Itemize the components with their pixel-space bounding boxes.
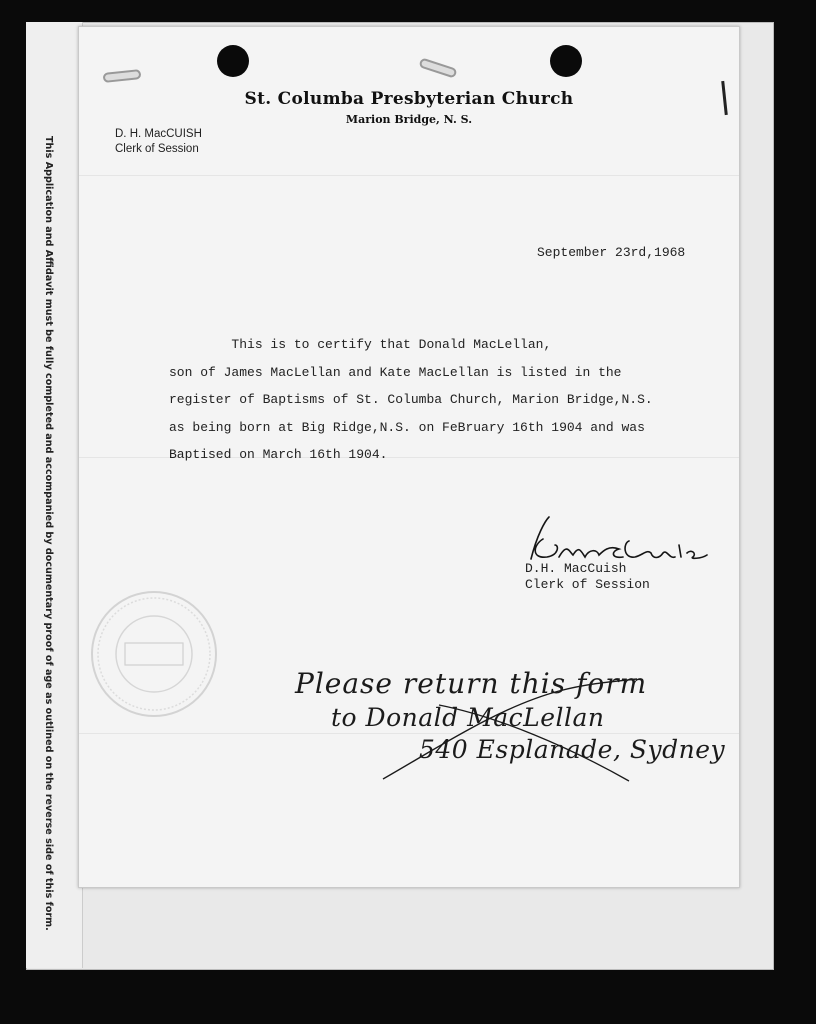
letter-line: Baptised on March 16th 1904. <box>169 447 388 462</box>
letterhead-clerk <box>115 127 202 157</box>
signer-title: Clerk of Session <box>525 577 650 592</box>
church-name: St. Columba Presbyterian Church <box>244 89 574 109</box>
signer-name: D.H. MacCuish <box>525 561 627 576</box>
signer-block <box>525 561 650 593</box>
letterhead-clerk-title: Clerk of Session <box>115 143 199 155</box>
letter-line: This is to certify that Donald MacLellan, <box>169 337 552 352</box>
letterhead-clerk-name: D. H. MacCUISH <box>115 128 202 140</box>
punch-hole-left <box>217 45 249 77</box>
letter-date: September 23rd,1968 <box>537 245 686 260</box>
letter-line: son of James MacLellan and Kate MacLellan is listed in the <box>169 364 622 380</box>
certificate-letter <box>78 26 740 888</box>
embossed-seal <box>89 589 219 719</box>
letter-line: as being born at Big Ridge,N.S. on FeBruary 16th 1904 and was <box>169 419 645 435</box>
handwritten-note-line-3: 540 Esplanade, Sydney <box>419 735 726 764</box>
handwritten-note-line-2: to Donald MacLellan <box>331 703 605 732</box>
form-side-strip <box>26 22 83 968</box>
side-note: This Application and Affidavit must be fully completed and accompanied by documentary proof of age as outlined on the reverse side of this form. <box>43 136 54 931</box>
punch-hole-right <box>550 45 582 77</box>
church-location: Marion Bridge, N. S. <box>345 113 473 126</box>
letter-body <box>169 331 729 469</box>
handwritten-note-line-1: Please return this form <box>295 667 648 700</box>
staple-left <box>103 69 142 83</box>
letter-line: register of Baptisms of St. Columba Church, Marion Bridge,N.S. <box>169 392 653 407</box>
staple-center <box>418 57 457 78</box>
